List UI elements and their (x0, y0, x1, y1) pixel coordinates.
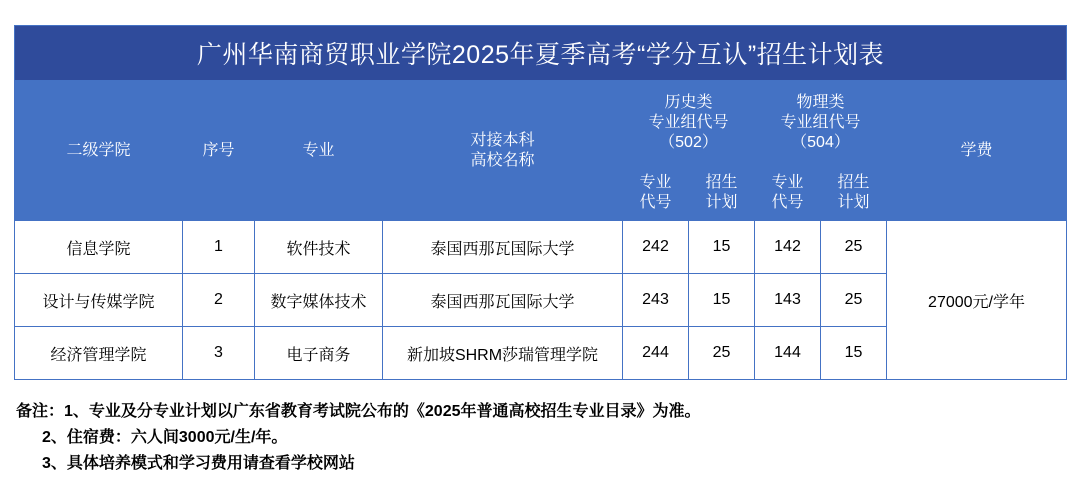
page-title: 广州华南商贸职业学院2025年夏季高考“学分互认”招生计划表 (15, 26, 1067, 81)
column-header-partner-line1: 对接本科 (470, 131, 535, 149)
column-header-group-physics (755, 81, 887, 166)
column-header-partner (383, 81, 623, 221)
cell-history-plan: 25 (689, 327, 755, 380)
cell-history-plan: 15 (689, 221, 755, 274)
cell-major: 软件技术 (255, 221, 383, 274)
column-header-partner-line2: 高校名称 (470, 151, 535, 169)
cell-partner: 泰国西那瓦国际大学 (383, 274, 623, 327)
group-physics-line1: 物理类 (796, 94, 845, 111)
cell-tuition: 27000元/学年 (887, 221, 1067, 380)
column-header-history-major-code (623, 166, 689, 221)
table-row (15, 221, 1067, 274)
title-row (15, 26, 1067, 81)
column-header-group-history (623, 81, 755, 166)
cell-partner: 泰国西那瓦国际大学 (383, 221, 623, 274)
cell-physics-code: 142 (755, 221, 821, 274)
table-container (14, 25, 1066, 380)
history-major-code-line1: 专业 (639, 174, 672, 191)
cell-physics-plan: 25 (821, 221, 887, 274)
cell-partner: 新加坡SHRM莎瑞管理学院 (383, 327, 623, 380)
column-header-college: 二级学院 (15, 81, 183, 221)
physics-plan-line1: 招生 (837, 174, 870, 191)
cell-physics-code: 144 (755, 327, 821, 380)
physics-major-code-line2: 代号 (771, 194, 804, 211)
cell-physics-code: 143 (755, 274, 821, 327)
history-plan-line2: 计划 (705, 194, 738, 211)
group-physics-line3: （504） (791, 134, 850, 151)
cell-college: 经济管理学院 (15, 327, 183, 380)
column-header-major: 专业 (255, 81, 383, 221)
column-header-index: 序号 (183, 81, 255, 221)
note-line-2: 2、住宿费：六人间3000元/生/年。 (42, 428, 288, 446)
cell-major: 数字媒体技术 (255, 274, 383, 327)
admission-plan-table (14, 25, 1067, 380)
notes-block (14, 399, 1066, 477)
cell-index: 2 (183, 274, 255, 327)
cell-physics-plan: 15 (821, 327, 887, 380)
physics-major-code-line1: 专业 (771, 174, 804, 191)
history-major-code-line2: 代号 (639, 194, 672, 211)
note-line-1: 备注：1、专业及分专业计划以广东省教育考试院公布的《2025年普通高校招生专业目录》为准。 (16, 403, 701, 420)
group-physics-line2: 专业组代号 (780, 114, 861, 131)
cell-major: 电子商务 (255, 327, 383, 380)
cell-college: 信息学院 (15, 221, 183, 274)
cell-physics-plan: 25 (821, 274, 887, 327)
cell-history-code: 243 (623, 274, 689, 327)
cell-history-code: 242 (623, 221, 689, 274)
cell-college: 设计与传媒学院 (15, 274, 183, 327)
physics-plan-line2: 计划 (837, 194, 870, 211)
group-history-line1: 历史类 (664, 94, 713, 111)
note-line-3: 3、具体培养模式和学习费用请查看学校网站 (42, 454, 355, 472)
group-history-line3: （502） (659, 134, 718, 151)
cell-index: 1 (183, 221, 255, 274)
column-header-physics-major-code (755, 166, 821, 221)
header-row-1 (15, 81, 1067, 166)
column-header-tuition: 学费 (887, 81, 1067, 221)
cell-history-plan: 15 (689, 274, 755, 327)
group-history-line2: 专业组代号 (648, 114, 729, 131)
column-header-history-plan (689, 166, 755, 221)
history-plan-line1: 招生 (705, 174, 738, 191)
cell-index: 3 (183, 327, 255, 380)
column-header-physics-plan (821, 166, 887, 221)
cell-history-code: 244 (623, 327, 689, 380)
